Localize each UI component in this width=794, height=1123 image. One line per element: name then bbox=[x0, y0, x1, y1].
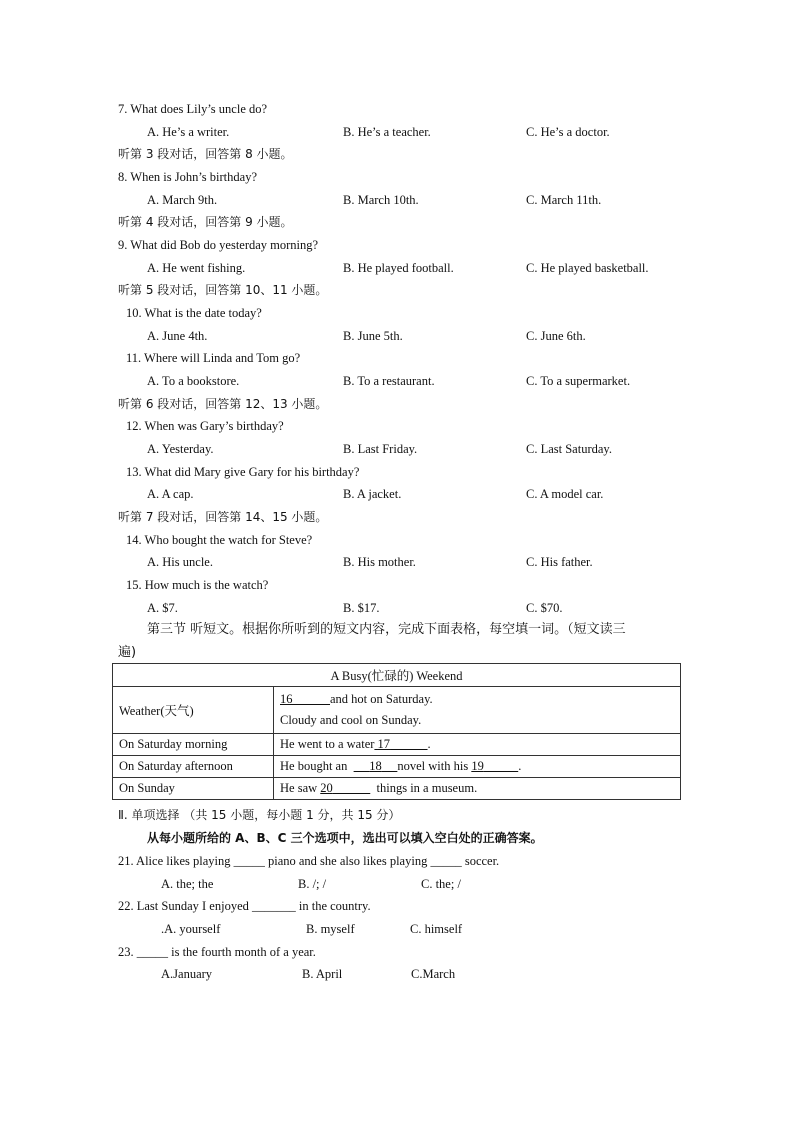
question-13: 13. What did Mary give Gary for his birthday? bbox=[126, 465, 360, 479]
option-22a: .A. yourself bbox=[161, 922, 221, 936]
option-23c: C.March bbox=[411, 967, 456, 981]
table-title: A Busy(忙碌的) Weekend bbox=[113, 664, 681, 687]
option-13a: A. A cap. bbox=[147, 487, 194, 501]
option-13c: C. A model car. bbox=[526, 487, 604, 501]
row-label-saturday-afternoon: On Saturday afternoon bbox=[113, 756, 274, 778]
option-11a: A. To a bookstore. bbox=[147, 374, 240, 388]
option-11c: C. To a supermarket. bbox=[526, 374, 631, 388]
option-9a: A. He went fishing. bbox=[147, 261, 246, 275]
question-12: 12. When was Gary’s birthday? bbox=[126, 419, 284, 433]
option-14b: B. His mother. bbox=[343, 555, 416, 569]
part-2-instruction: 从每小题所给的 A、B、C 三个选项中，选出可以填入空白处的正确答案。 bbox=[147, 831, 543, 845]
option-22c: C. himself bbox=[410, 922, 463, 936]
question-7: 7. What does Lily’s uncle do? bbox=[118, 102, 268, 116]
weather-sunday-text: Cloudy and cool on Sunday. bbox=[280, 713, 422, 727]
row-content-weather bbox=[274, 687, 681, 734]
option-9b: B. He played football. bbox=[343, 261, 454, 275]
question-23: 23. _____ is the fourth month of a year. bbox=[118, 945, 316, 959]
question-10: 10. What is the date today? bbox=[126, 306, 262, 320]
part-2-heading: Ⅱ. 单项选择 （共 15 小题，每小题 1 分，共 15 分） bbox=[118, 808, 401, 822]
option-14a: A. His uncle. bbox=[147, 555, 213, 569]
question-15: 15. How much is the watch? bbox=[126, 578, 269, 592]
option-10a: A. June 4th. bbox=[147, 329, 208, 343]
option-8a: A. March 9th. bbox=[147, 193, 218, 207]
option-8c: C. March 11th. bbox=[526, 193, 602, 207]
option-7a: A. He’s a writer. bbox=[147, 125, 230, 139]
question-8: 8. When is John’s birthday? bbox=[118, 170, 257, 184]
option-15b: B. $17. bbox=[343, 601, 380, 615]
weather-saturday-text: and hot on Saturday. bbox=[330, 692, 433, 706]
option-12b: B. Last Friday. bbox=[343, 442, 418, 456]
option-23a: A.January bbox=[161, 967, 213, 981]
row-label-sunday: On Sunday bbox=[113, 778, 274, 800]
blank-17: 17 bbox=[377, 737, 391, 751]
option-7b: B. He’s a teacher. bbox=[343, 125, 431, 139]
row-content-sunday: He saw 20 things in a museum. bbox=[274, 778, 681, 800]
row-content-saturday-afternoon: He bought an 18 novel with his 19 . bbox=[274, 756, 681, 778]
option-10b: B. June 5th. bbox=[343, 329, 403, 343]
row-label-saturday-morning: On Saturday morning bbox=[113, 734, 274, 756]
option-11b: B. To a restaurant. bbox=[343, 374, 435, 388]
option-12a: A. Yesterday. bbox=[147, 442, 214, 456]
section-3-instruction-cont: 遍) bbox=[118, 645, 137, 660]
blank-16: 16 bbox=[280, 692, 293, 706]
option-23b: B. April bbox=[302, 967, 343, 981]
dialogue-3-instruction: 听第 3 段对话，回答第 8 小题。 bbox=[118, 147, 293, 161]
option-8b: B. March 10th. bbox=[343, 193, 419, 207]
row-label-weather: Weather(天气) bbox=[113, 687, 274, 734]
dialogue-4-instruction: 听第 4 段对话，回答第 9 小题。 bbox=[118, 215, 293, 229]
question-9: 9. What did Bob do yesterday morning? bbox=[118, 238, 319, 252]
question-22: 22. Last Sunday I enjoyed _______ in the country. bbox=[118, 899, 371, 913]
option-7c: C. He’s a doctor. bbox=[526, 125, 610, 139]
blank-19: 19 bbox=[471, 759, 484, 773]
question-21: 21. Alice likes playing _____ piano and she also likes playing _____ soccer. bbox=[118, 854, 500, 868]
row-content-saturday-morning: He went to a water 17 . bbox=[274, 734, 681, 756]
option-21a: A. the; the bbox=[161, 877, 214, 891]
question-11: 11. Where will Linda and Tom go? bbox=[126, 351, 301, 365]
option-21b: B. /; / bbox=[298, 877, 327, 891]
dialogue-5-instruction: 听第 5 段对话，回答第 10、11 小题。 bbox=[118, 283, 328, 297]
section-3-instruction: 第三节 听短文。根据你所听到的短文内容，完成下面表格，每空填一词。（短文读三 bbox=[147, 622, 626, 637]
option-15c: C. $70. bbox=[526, 601, 563, 615]
option-13b: B. A jacket. bbox=[343, 487, 402, 501]
weekend-table bbox=[112, 663, 681, 800]
option-12c: C. Last Saturday. bbox=[526, 442, 612, 456]
option-22b: B. myself bbox=[306, 922, 355, 936]
option-21c: C. the; / bbox=[421, 877, 461, 891]
blank-20: 20 bbox=[320, 781, 333, 795]
dialogue-7-instruction: 听第 7 段对话，回答第 14、15 小题。 bbox=[118, 510, 328, 524]
option-14c: C. His father. bbox=[526, 555, 593, 569]
option-9c: C. He played basketball. bbox=[526, 261, 649, 275]
blank-18: 18 bbox=[369, 759, 382, 773]
option-15a: A. $7. bbox=[147, 601, 178, 615]
option-10c: C. June 6th. bbox=[526, 329, 586, 343]
question-14: 14. Who bought the watch for Steve? bbox=[126, 533, 313, 547]
dialogue-6-instruction: 听第 6 段对话，回答第 12、13 小题。 bbox=[118, 397, 328, 411]
